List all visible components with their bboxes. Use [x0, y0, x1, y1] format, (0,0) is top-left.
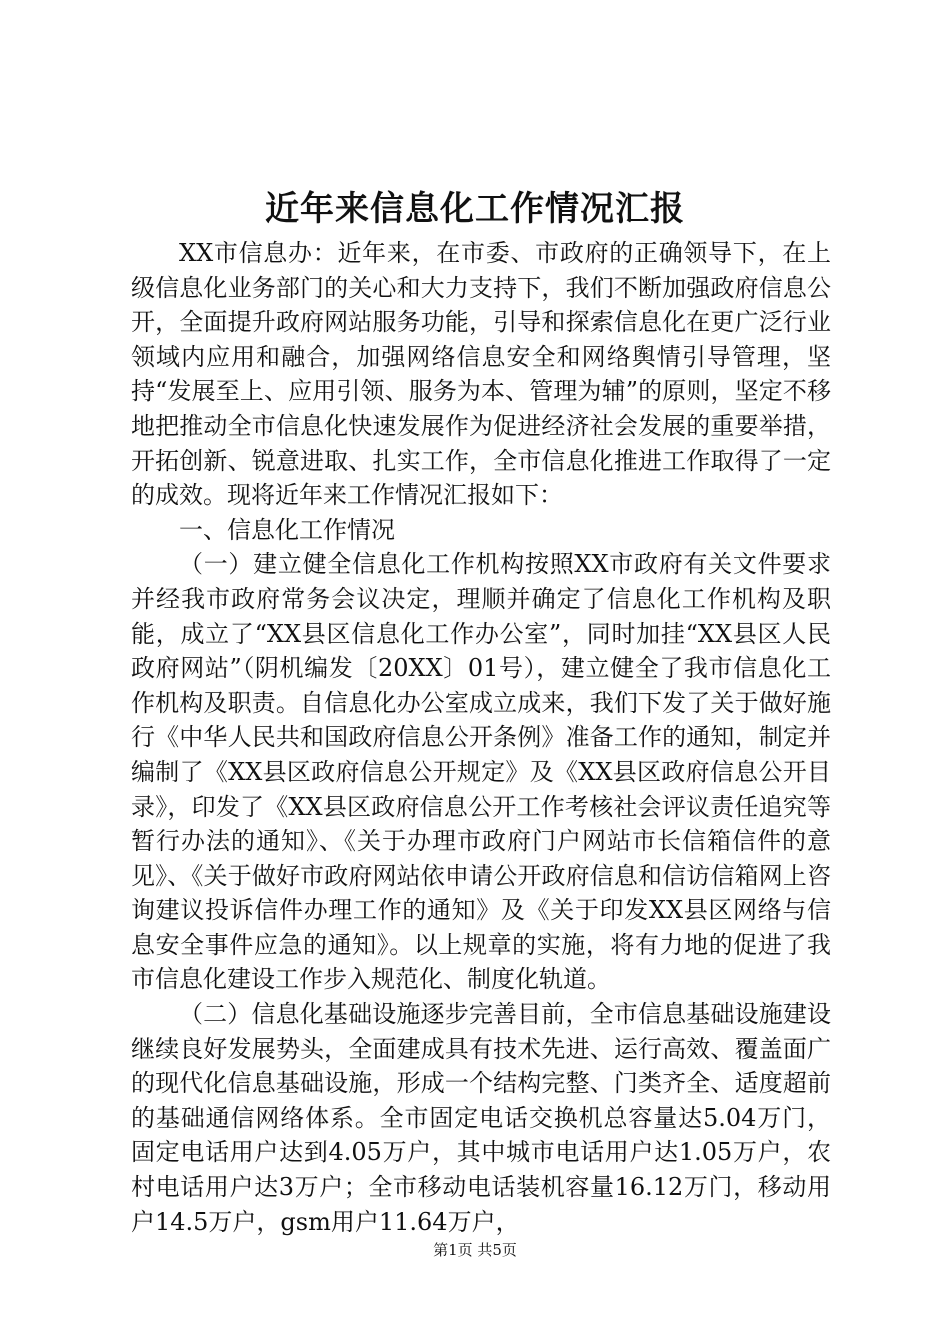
paragraph-section-1-1: （一）建立健全信息化工作机构按照XX市政府有关文件要求并经我市政府常务会议决定，理顺并确定了信息化工作机构及职能，成立了“XX县区信息化工作办公室”，同时加挂“XX县区人民政府网站”（阴机编发〔20XX〕01号），建立健全了我市信息化工作机构及职责。自信息化办公室成立成来，我们下发了关于做好施行《中华人民共和国政府信息公开条例》准备工作的通知，制定并编制了《XX县区政府信息公开规定》及《XX县区政府信息公开目录》，印发了《XX县区政府信息公开工作考核社会评议责任追究等暂行办法的通知》、《关于办理市政府门户网站市长信箱信件的意见》、《关于做好市政府网站依申请公开政府信息和信访信箱网上咨询建议投诉信件办理工作的通知》及《关于印发XX县区网络与信息安全事件应急的通知》。以上规章的实施，将有力地的促进了我市信息化建设工作步入规范化、制度化轨道。	[131, 550, 831, 994]
document-body	[131, 236, 831, 1239]
paragraph-intro: XX市信息办：近年来，在市委、市政府的正确领导下，在上级信息化业务部门的关心和大力支持下，我们不断加强政府信息公开，全面提升政府网站服务功能，引导和探索信息化在更广泛行业领域内应用和融合，加强网络信息安全和网络舆情引导管理，坚持“发展至上、应用引领、服务为本、管理为辅”的原则，坚定不移地把推动全市信息化快速发展作为促进经济社会发展的重要举措，开拓创新、锐意进取、扎实工作，全市信息化推进工作取得了一定的成效。现将近年来工作情况汇报如下：	[131, 239, 831, 510]
document-title: 近年来信息化工作情况汇报	[265, 189, 685, 229]
paragraph-section-1-2: （二）信息化基础设施逐步完善目前，全市信息基础设施建设继续良好发展势头，全面建成具有技术先进、运行高效、覆盖面广的现代化信息基础设施，形成一个结构完整、门类齐全、适度超前的基础通信网络体系。全市固定电话交换机总容量达5.04万门，固定电话用户达到4.05万户，其中城市电话用户达1.05万户，农村电话用户达3万户；全市移动电话装机容量16.12万门，移动用户14.5万户，gsm用户11.64万户，	[131, 1000, 831, 1236]
page-number: 第1页 共5页	[433, 1241, 517, 1259]
section-heading-1: 一、信息化工作情况	[179, 515, 395, 544]
